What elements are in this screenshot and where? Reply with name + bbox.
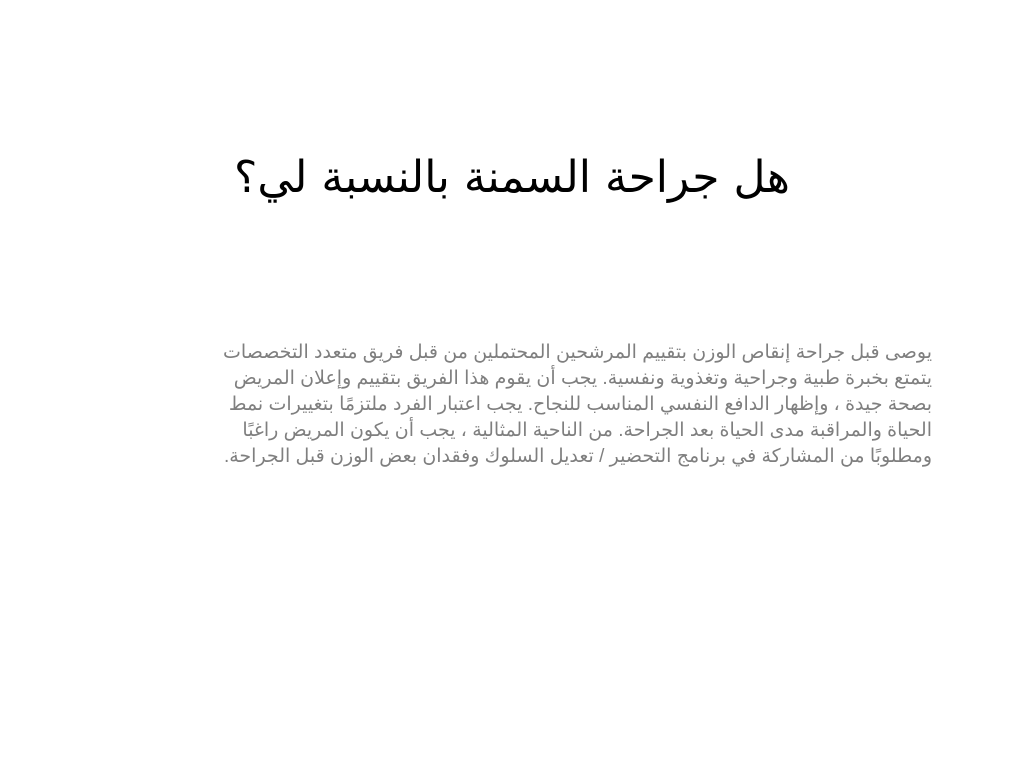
body-line: يتمتع بخبرة طبية وجراحية وتغذوية ونفسية. يجب أن يقوم هذا الفريق بتقييم وإعلان المريض — [233, 368, 932, 389]
slide-body — [120, 340, 932, 470]
slide-title: هل جراحة السمنة بالنسبة لي؟ — [233, 152, 791, 203]
body-line: يوصى قبل جراحة إنقاص الوزن بتقييم المرشحين المحتملين من قبل فريق متعدد التخصصات — [223, 342, 932, 363]
body-line: الحياة والمراقبة مدى الحياة بعد الجراحة. من الناحية المثالية ، يجب أن يكون المريض راغبًا — [242, 420, 932, 441]
body-line: بصحة جيدة ، وإظهار الدافع النفسي المناسب للنجاح. يجب اعتبار الفرد ملتزمًا بتغييرات نمط — [228, 394, 932, 415]
body-line: ومطلوبًا من المشاركة في برنامج التحضير / تعديل السلوك وفقدان بعض الوزن قبل الجراحة. — [223, 446, 932, 467]
